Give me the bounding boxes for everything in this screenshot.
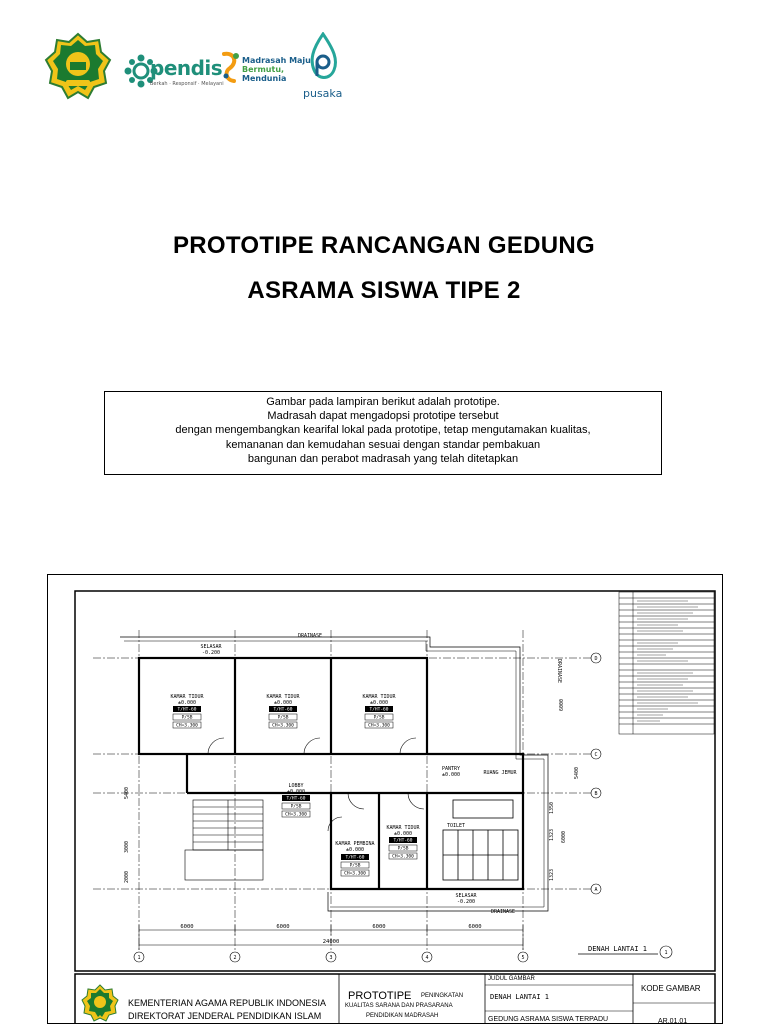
label-drainage-top: DRAINASE	[297, 633, 323, 639]
room-tag-lobby	[282, 795, 310, 818]
tb-peningkatan: PENINGKATAN	[421, 993, 464, 999]
stair	[185, 800, 263, 880]
dim-bottom-4: 6000	[468, 924, 482, 930]
floor-plan-drawing	[48, 575, 723, 1024]
svg-text:T/HT-60: T/HT-60	[345, 855, 365, 861]
pendis-tagline: Berkah · Responsif · Melayani	[150, 81, 224, 87]
pendis-wordmark: pendis	[150, 56, 223, 80]
label-kamar-tidur-2: KAMAR TIDUR	[266, 694, 300, 700]
dim-right-3: 1350	[549, 801, 555, 815]
svg-text:T/HT-60: T/HT-60	[369, 707, 389, 713]
svg-text:P/SB: P/SB	[290, 804, 302, 810]
label-kamar-pembina: KAMAR PEMBINA	[335, 841, 375, 847]
madrasah-maju-logo-icon	[220, 50, 242, 84]
label-selasar-bottom: SELASAR	[455, 893, 477, 899]
denah-scale: 1	[664, 950, 668, 956]
dim-bottom-3: 6000	[372, 924, 386, 930]
svg-text:P/SB: P/SB	[373, 715, 385, 721]
svg-text:3: 3	[329, 955, 333, 961]
tb-ministry-line1: KEMENTERIAN AGAMA REPUBLIK INDONESIA	[128, 998, 327, 1008]
notice-line: Madrasah dapat mengadopsi prototipe tersebut	[267, 410, 499, 423]
svg-text:T/HT-60: T/HT-60	[393, 838, 413, 844]
label-kamar-tidur-1: KAMAR TIDUR	[170, 694, 204, 700]
label-ruang-jemur: RUANG JEMUR	[483, 770, 517, 776]
legend-table	[619, 592, 714, 734]
label-kamar-tidur-4: KAMAR TIDUR	[386, 825, 420, 831]
label-pantry: PANTRY	[441, 766, 461, 772]
svg-text:P/SB: P/SB	[181, 715, 193, 721]
svg-text:4: 4	[425, 955, 429, 961]
svg-text:CH=3.300: CH=3.300	[285, 812, 307, 818]
svg-text:CH=3.300: CH=3.300	[368, 723, 390, 729]
level-kamar-3: ±0.000	[369, 700, 389, 706]
room-tag-1	[173, 706, 201, 729]
svg-text:A: A	[594, 887, 598, 893]
level-kamar-pembina: ±0.000	[345, 847, 365, 853]
dim-right-2: 5400	[574, 766, 580, 780]
label-drainage-bottom: DRAINASE	[490, 909, 516, 915]
dim-right-4: 1323	[549, 828, 555, 842]
document-title-line1: PROTOTIPE RANCANGAN GEDUNG	[172, 232, 596, 259]
denah-title	[578, 945, 672, 958]
dim-left-1: 5400	[124, 786, 130, 800]
svg-text:T/HT-60: T/HT-60	[273, 707, 293, 713]
notice-box	[104, 391, 662, 475]
legend-entries	[637, 601, 698, 721]
notice-line: kemananan dan kemudahan sesuai dengan standar pembakuan	[225, 438, 541, 451]
svg-text:P/SB: P/SB	[397, 846, 409, 852]
svg-text:2: 2	[233, 955, 237, 961]
label-lobby: LOBBY	[288, 783, 304, 789]
grid-bubbles-right	[591, 653, 601, 894]
svg-text:CH=3.300: CH=3.300	[392, 854, 414, 860]
tb-pendidikan: PENDIDIKAN MADRASAH	[366, 1013, 439, 1019]
dim-left-2: 3000	[124, 840, 130, 854]
bottom-dimensions	[139, 925, 523, 950]
room-tag-kamar-4	[389, 837, 417, 860]
pusaka-wordmark: pusaka	[303, 87, 343, 100]
tb-judul-label: JUDUL GAMBAR	[488, 976, 535, 982]
label-selasar-top-level: -0.200	[201, 650, 221, 656]
dim-right-5: 6000	[561, 830, 567, 844]
title-block-kemenag-logo	[82, 985, 118, 1021]
svg-text:B: B	[594, 791, 598, 797]
svg-text:P/SB: P/SB	[277, 715, 289, 721]
dim-total: 24000	[322, 939, 340, 945]
pusaka-logo-icon	[308, 32, 338, 82]
svg-text:CH=3.300: CH=3.300	[344, 871, 366, 877]
room-tag-3	[365, 706, 393, 729]
level-lobby: ±0.000	[286, 789, 306, 795]
svg-text:5: 5	[521, 955, 525, 961]
level-kamar-1: ±0.000	[177, 700, 197, 706]
grid-bubbles-bottom	[134, 952, 528, 962]
dim-left-3: 2000	[124, 870, 130, 884]
notice-line: Gambar pada lampiran berikut adalah prototipe.	[266, 396, 500, 408]
toilet-cubicles	[443, 800, 518, 880]
madrasah-line1: Madrasah Maju,	[242, 56, 314, 65]
tb-kualitas: KUALITAS SARANA DAN PRASARANA	[345, 1003, 453, 1009]
dim-bottom-1: 6000	[180, 924, 194, 930]
label-selasar-top: SELASAR	[200, 644, 222, 650]
label-toilet: TOILET	[446, 823, 466, 829]
tb-kode-value: AR.01.01	[658, 1018, 688, 1024]
tb-kode-label: KODE GAMBAR	[641, 984, 701, 993]
madrasah-maju-tagline	[242, 56, 314, 83]
svg-text:CH=3.300: CH=3.300	[272, 723, 294, 729]
document-title-line2: ASRAMA SISWA TIPE 2	[247, 277, 521, 304]
drawing-sheet	[47, 574, 723, 1024]
notice-line: bangunan dan perabot madrasah yang telah ditetapkan	[247, 452, 519, 465]
dim-right-6: 1323	[549, 868, 555, 882]
tb-judul-value: DENAH LANTAI 1	[490, 993, 550, 1001]
svg-text:D: D	[594, 656, 598, 662]
svg-text:1: 1	[137, 955, 141, 961]
label-kamar-tidur-3: KAMAR TIDUR	[362, 694, 396, 700]
level-kamar-4: ±0.000	[393, 831, 413, 837]
svg-text:CH=3.300: CH=3.300	[176, 723, 198, 729]
tb-prototipe: PROTOTIPE	[348, 990, 412, 1002]
notice-line: dengan mengembangkan kearifal lokal pada prototipe, tetap mengutamakan kualitas,	[175, 424, 591, 437]
label-selasar-bottom-level: -0.200	[456, 899, 476, 905]
svg-text:C: C	[594, 752, 598, 758]
kemenag-logo	[44, 32, 112, 100]
svg-text:P/SB: P/SB	[349, 863, 361, 869]
denah-title-text: DENAH LANTAI 1	[588, 945, 648, 953]
tb-gedung: GEDUNG ASRAMA SISWA TERPADU	[488, 1016, 609, 1023]
svg-text:T/HT-60: T/HT-60	[177, 707, 197, 713]
level-kamar-2: ±0.000	[273, 700, 293, 706]
svg-text:T/HT-60: T/HT-60	[286, 796, 306, 802]
madrasah-line2: Bermutu,	[242, 65, 285, 74]
tb-ministry-line2: DIREKTORAT JENDERAL PENDIDIKAN ISLAM	[128, 1011, 322, 1021]
dim-right-1: 6000	[559, 698, 565, 712]
madrasah-line3: Mendunia	[242, 74, 287, 83]
room-tag-pembina	[341, 854, 369, 877]
doors	[208, 738, 424, 831]
room-tag-2	[269, 706, 297, 729]
dim-bottom-2: 6000	[276, 924, 290, 930]
label-drainage-right: DRAINASE	[556, 658, 562, 684]
level-pantry: ±0.000	[441, 772, 461, 778]
